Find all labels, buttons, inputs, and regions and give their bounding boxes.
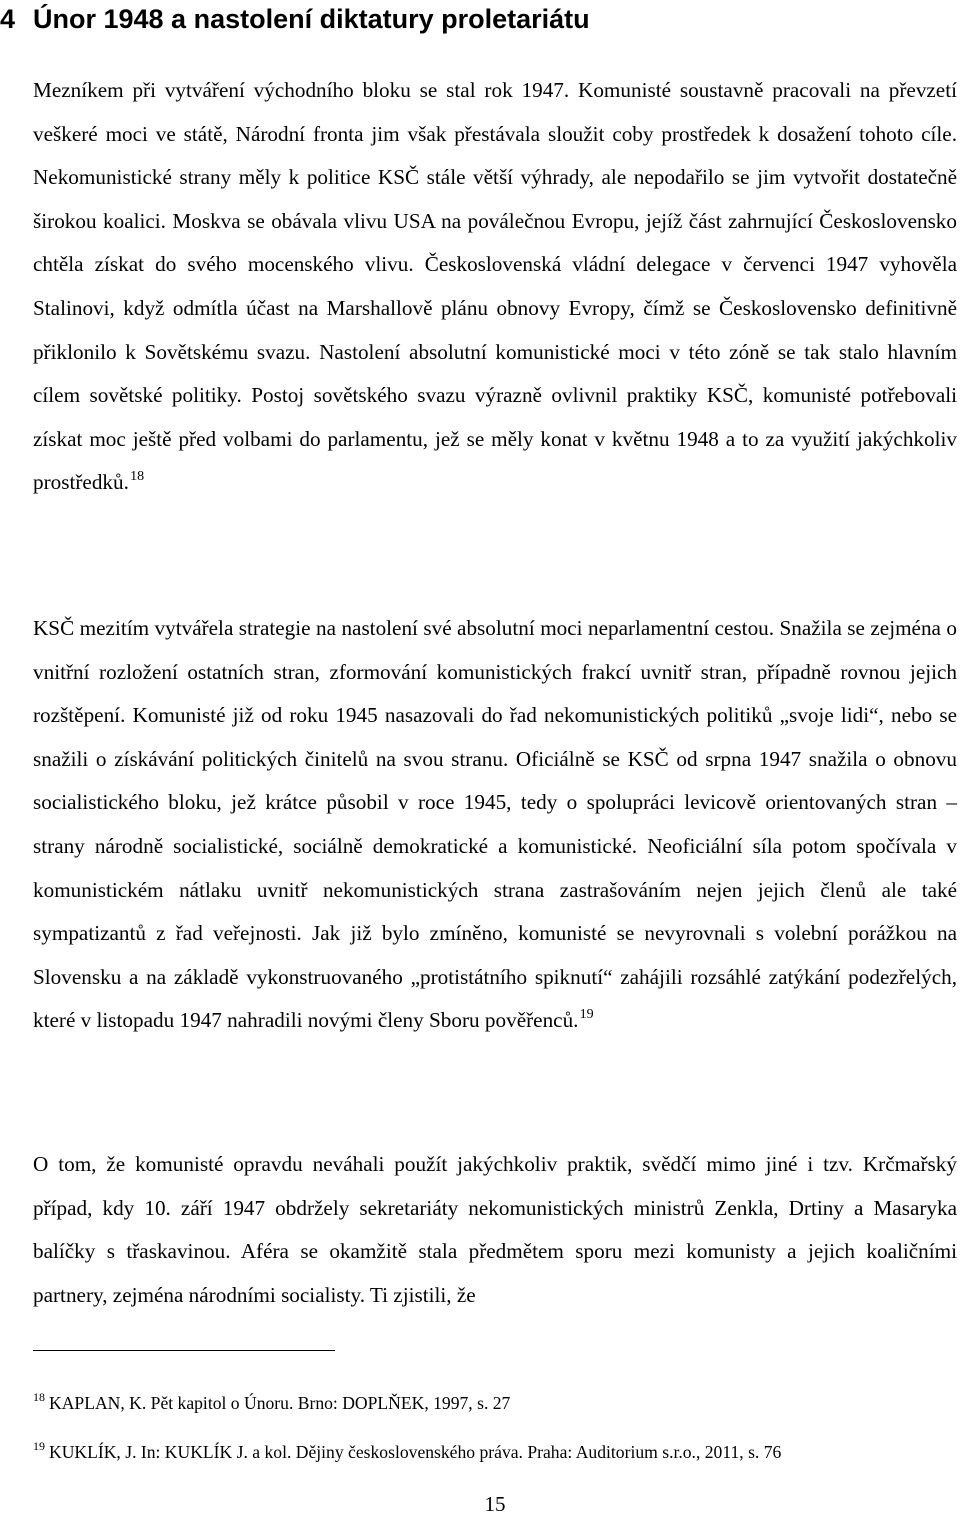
footnote-18-number: 18 (33, 1390, 45, 1404)
page-number: 15 (484, 1492, 506, 1516)
chapter-number: 4 (0, 4, 16, 34)
paragraph-1-text: Mezníkem při vytváření východního bloku se stal rok 1947. Komunisté soustavně pracovali na převzetí veškeré moci ve státě, Národní fronta jim však přestávala sloužit coby prostředek k dosažení tohoto cíle. Nekomunistické strany měly k politice KSČ stále větší výhrady, ale nepodařilo se jim vytvořit dostatečně širokou koalici. Moskva se obávala vlivu USA na poválečnou Evropu, jejíž část zahrnující Československo chtěla získat do svého mocenského vlivu. Československá vládní delegace v červenci 1947 vyhověla Stalinovi, když odmítla účast na Marshallově plánu obnovy Evropy, čímž se Československo definitivně přiklonilo k Sovětskému svazu. Nastolení absolutní komunistické moci v této zóně se tak stalo hlavním cílem sovětské politiky. Postoj sovětského svazu výrazně ovlivnil praktiky KSČ, komunisté potřebovali získat moc ještě před volbami do parlamentu, jež se měly konat v květnu 1948 a to za využití jakýchkoliv prostředků. (33, 78, 957, 495)
paragraph-3-text: O tom, že komunisté opravdu neváhali použít jakýchkoliv praktik, svědčí mimo jiné i tzv. Krčmařský případ, kdy 10. září 1947 obdržely sekretariáty nekomunistických ministrů Zenkla, Drtiny a Masaryka balíčky s třaskavinou. Aféra se okamžitě stala předmětem sporu mezi komunisty a jejich koaličními partnery, zejména národními socialisty. Ti zjistili, že (33, 1152, 957, 1307)
footnote-ref-18: 18 (130, 469, 145, 485)
chapter-heading (0, 2, 590, 36)
paragraph-3 (33, 1143, 957, 1317)
footnote-18 (33, 1392, 953, 1414)
footnote-18-text: KAPLAN, K. Pět kapitol o Únoru. Brno: DOPLŇEK, 1997, s. 27 (49, 1393, 511, 1413)
paragraph-2-text: KSČ mezitím vytvářela strategie na nastolení své absolutní moci neparlamentní cestou. Snažila se zejména o vnitřní rozložení ostatních stran, zformování komunistických frakcí uvnitř stran, případně rovnou jejich rozštěpení. Komunisté již od roku 1945 nasazovali do řad nekomunistických politiků „svoje lidi“, nebo se snažili o získávání politických činitelů na svou stranu. Oficiálně se KSČ od srpna 1947 snažila o obnovu socialistického bloku, jež krátce působil v roce 1945, tedy o spolupráci levicově orientovaných stran – strany národně socialistické, sociálně demokratické a komunistické. Neoficiální síla potom spočívala v komunistickém nátlaku uvnitř nekomunistických strana zastrašováním nejen jejich členů ale také sympatizantů z řad veřejnosti. Jak již bylo zmíněno, komunisté se nevyrovnali s volební porážkou na Slovensku a na základě vykonstruovaného „protistátního spiknutí“ zahájili rozsáhlé zatýkání podezřelých, které v listopadu 1947 nahradili novými členy Sboru pověřenců. (33, 616, 957, 1033)
footnote-separator (33, 1350, 335, 1351)
footnote-19 (33, 1441, 953, 1463)
paragraph-2 (33, 607, 957, 1043)
footnote-19-number: 19 (33, 1439, 45, 1453)
chapter-title: Únor 1948 a nastolení diktatury proletariátu (33, 4, 590, 34)
paragraph-1 (33, 69, 957, 505)
footnote-ref-19: 19 (579, 1007, 594, 1023)
footnote-19-text: KUKLÍK, J. In: KUKLÍK J. a kol. Dějiny československého práva. Praha: Auditorium s.r.o., 2011, s. 76 (49, 1442, 782, 1462)
